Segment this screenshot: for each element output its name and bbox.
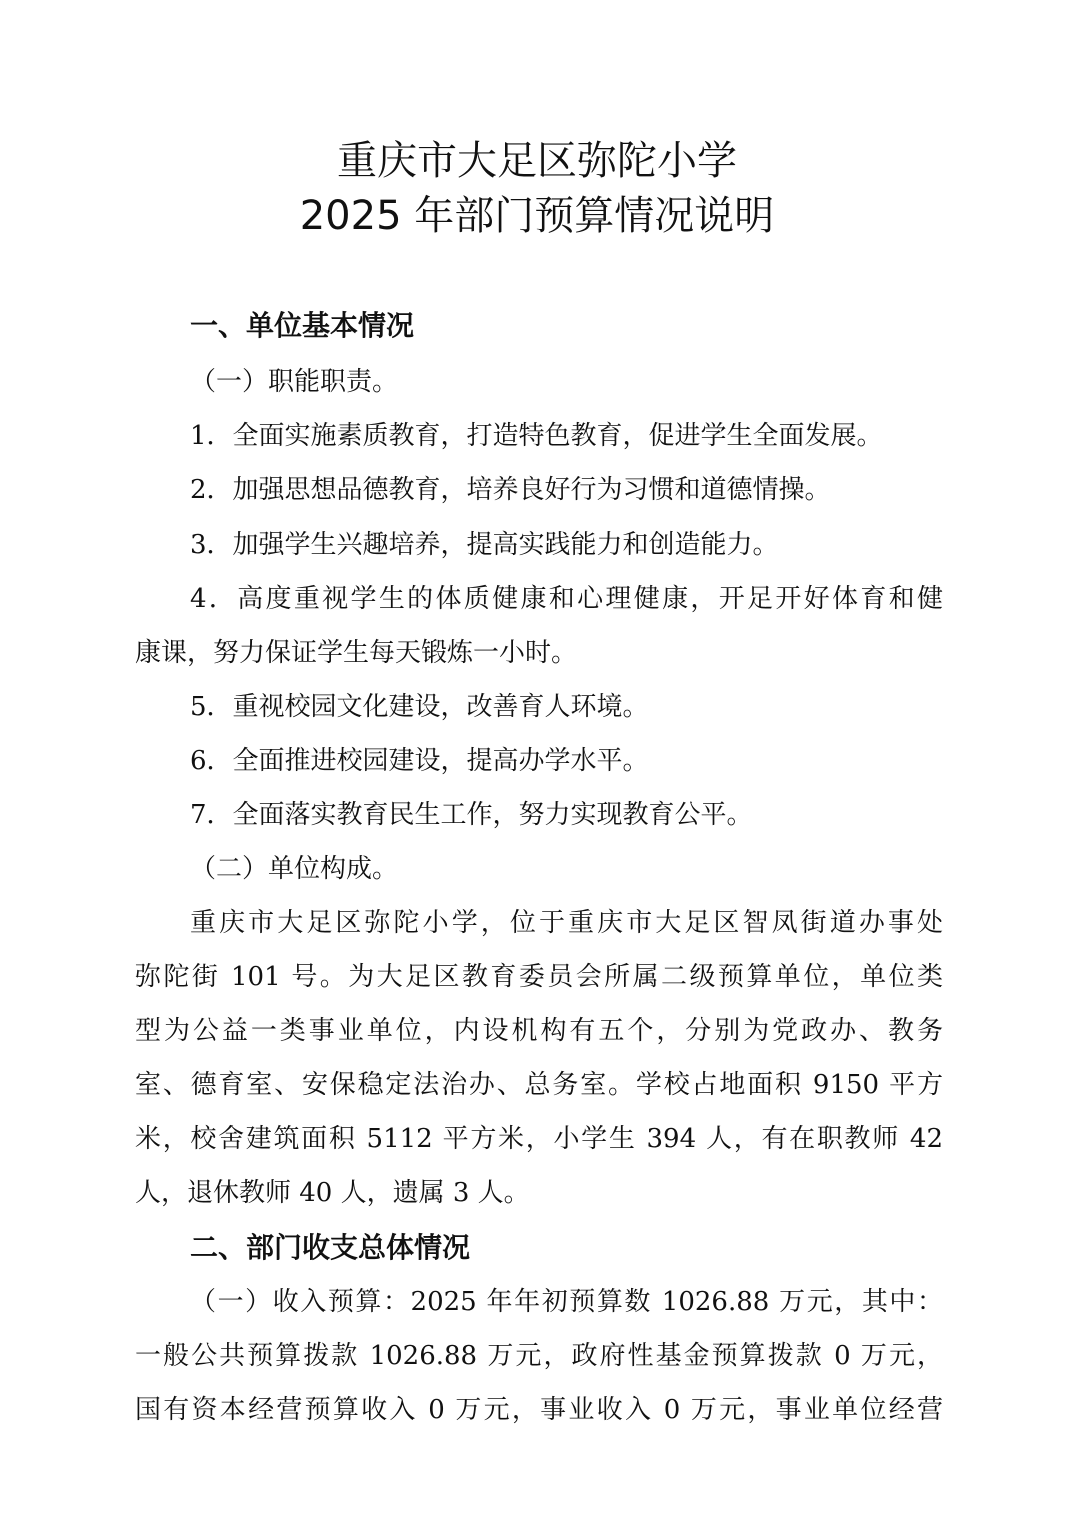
duty-item-4-line2: 康课，努力保证学生每天锻炼一小时。 <box>135 638 578 668</box>
section1-subheading-duties: （一）职能职责。 <box>190 367 399 397</box>
composition-paragraph-line3: 型为公益一类事业单位，内设机构有五个，分别为党政办、教务 <box>135 1016 943 1046</box>
duty-item-4-line1: 4．高度重视学生的体质健康和心理健康，开足开好体育和健 <box>190 584 943 614</box>
income-paragraph-line1: （一）收入预算：2025 年年初预算数 1026.88 万元，其中： <box>190 1287 943 1317</box>
section1-heading: 一、单位基本情况 <box>190 309 415 342</box>
document-title-line2: 2025 年部门预算情况说明 <box>299 193 775 239</box>
composition-paragraph-line4: 室、德育室、安保稳定法治办、总务室。学校占地面积 9150 平方 <box>135 1070 943 1100</box>
duty-item-1: 1．全面实施素质教育，打造特色教育，促进学生全面发展。 <box>190 421 883 451</box>
composition-paragraph-line1: 重庆市大足区弥陀小学，位于重庆市大足区智凤街道办事处 <box>190 908 943 938</box>
composition-paragraph-line5: 米，校舍建筑面积 5112 平方米，小学生 394 人，有在职教师 42 <box>135 1124 943 1154</box>
composition-paragraph-line2: 弥陀街 101 号。为大足区教育委员会所属二级预算单位，单位类 <box>135 962 943 992</box>
composition-paragraph-line6: 人，退休教师 40 人，遗属 3 人。 <box>135 1178 530 1208</box>
section1-subheading-composition: （二）单位构成。 <box>190 854 399 884</box>
section2-heading: 二、部门收支总体情况 <box>190 1231 471 1264</box>
income-paragraph-line2: 一般公共预算拨款 1026.88 万元，政府性基金预算拨款 0 万元， <box>135 1341 943 1371</box>
duty-item-6: 6．全面推进校园建设，提高办学水平。 <box>190 746 649 776</box>
duty-item-2: 2．加强思想品德教育，培养良好行为习惯和道德情操。 <box>190 475 831 505</box>
duty-item-7: 7．全面落实教育民生工作，努力实现教育公平。 <box>190 800 753 830</box>
duty-item-5: 5．重视校园文化建设，改善育人环境。 <box>190 692 649 722</box>
income-paragraph-line3: 国有资本经营预算收入 0 万元，事业收入 0 万元，事业单位经营 <box>135 1395 943 1425</box>
document-title-line1: 重庆市大足区弥陀小学 <box>337 138 737 184</box>
duty-item-3: 3．加强学生兴趣培养，提高实践能力和创造能力。 <box>190 530 779 560</box>
